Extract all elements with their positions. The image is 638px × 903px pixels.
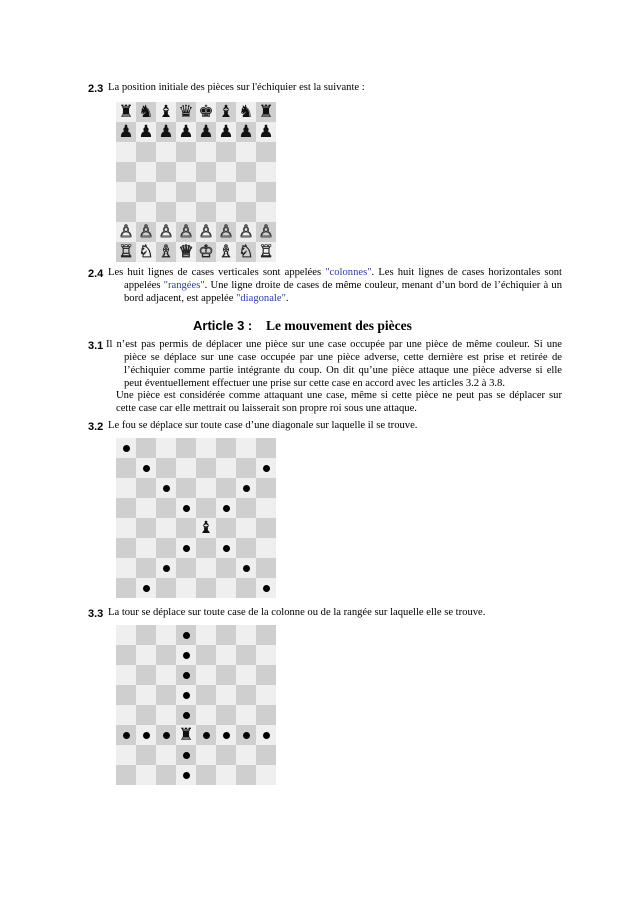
board-square bbox=[196, 122, 216, 142]
board-square bbox=[176, 438, 196, 458]
board-square bbox=[236, 498, 256, 518]
board-square bbox=[116, 625, 136, 645]
move-target-dot bbox=[143, 732, 150, 739]
board-square bbox=[176, 625, 196, 645]
board-square bbox=[196, 665, 216, 685]
chess-piece-icon: ♟ bbox=[138, 122, 154, 142]
text: appelées bbox=[124, 280, 164, 291]
board-square bbox=[156, 558, 176, 578]
board-square bbox=[216, 518, 236, 538]
chess-piece-icon: ♛ bbox=[178, 102, 194, 122]
board-square bbox=[176, 518, 196, 538]
board-square bbox=[216, 705, 236, 725]
board-square bbox=[216, 765, 236, 785]
board-square bbox=[236, 765, 256, 785]
text: bord adjacent, est appelée bbox=[124, 293, 237, 304]
board-square bbox=[216, 478, 236, 498]
board-square bbox=[216, 142, 236, 162]
chess-piece-icon: ♞ bbox=[238, 102, 254, 122]
board-square bbox=[196, 242, 216, 262]
board-square bbox=[196, 438, 216, 458]
board-square bbox=[236, 665, 256, 685]
chess-piece-icon: ♙ bbox=[118, 222, 134, 242]
board-square bbox=[216, 242, 236, 262]
section-number-3-3: 3.3 bbox=[88, 608, 104, 620]
board-square bbox=[236, 578, 256, 598]
board-square bbox=[256, 458, 276, 478]
board-square bbox=[116, 438, 136, 458]
board-square bbox=[236, 242, 256, 262]
board-square bbox=[256, 438, 276, 458]
board-square bbox=[116, 725, 136, 745]
board-square bbox=[256, 142, 276, 162]
chess-piece-icon: ♕ bbox=[178, 242, 194, 262]
board-square bbox=[136, 645, 156, 665]
board-square bbox=[116, 745, 136, 765]
text: . Les huit lignes de cases horizontales sont bbox=[371, 267, 562, 278]
move-target-dot bbox=[163, 732, 170, 739]
board-square bbox=[116, 202, 136, 222]
board-square bbox=[196, 458, 216, 478]
board-square bbox=[256, 242, 276, 262]
board-square bbox=[256, 122, 276, 142]
board-square bbox=[236, 182, 256, 202]
move-target-dot bbox=[143, 465, 150, 472]
board-square bbox=[236, 122, 256, 142]
chess-piece-icon: ♟ bbox=[238, 122, 254, 142]
board-square bbox=[196, 538, 216, 558]
board-square bbox=[256, 665, 276, 685]
board-square bbox=[196, 745, 216, 765]
board-square bbox=[256, 162, 276, 182]
move-target-dot bbox=[243, 485, 250, 492]
chess-piece-icon: ♙ bbox=[238, 222, 254, 242]
board-square bbox=[156, 458, 176, 478]
chess-piece-icon: ♟ bbox=[118, 122, 134, 142]
move-target-dot bbox=[123, 445, 130, 452]
board-square bbox=[256, 765, 276, 785]
move-target-dot bbox=[183, 545, 190, 552]
board-square bbox=[236, 478, 256, 498]
move-target-dot bbox=[183, 752, 190, 759]
board-square bbox=[256, 518, 276, 538]
board-square bbox=[236, 745, 256, 765]
chess-piece-icon: ♟ bbox=[178, 122, 194, 142]
board-square bbox=[156, 142, 176, 162]
board-square bbox=[176, 498, 196, 518]
move-target-dot bbox=[183, 772, 190, 779]
board-square bbox=[136, 538, 156, 558]
board-square bbox=[176, 578, 196, 598]
chess-piece-icon: ♖ bbox=[118, 242, 134, 262]
section-text-3-1-line5: Une pièce est considérée comme attaquant une case, même si cette pièce ne peut pas se déplacer sur bbox=[116, 390, 562, 401]
board-square bbox=[216, 102, 236, 122]
chess-piece-icon: ♞ bbox=[138, 102, 154, 122]
board-square bbox=[156, 438, 176, 458]
board-square bbox=[196, 478, 216, 498]
board-square bbox=[236, 685, 256, 705]
chess-piece-icon: ♜ bbox=[118, 102, 134, 122]
board-square bbox=[216, 725, 236, 745]
board-square bbox=[136, 498, 156, 518]
board-square bbox=[156, 122, 176, 142]
chess-piece-icon: ♗ bbox=[218, 242, 234, 262]
board-square bbox=[116, 578, 136, 598]
board-square bbox=[196, 645, 216, 665]
chess-piece-icon: ♟ bbox=[198, 122, 214, 142]
board-square bbox=[116, 645, 136, 665]
board-square bbox=[136, 578, 156, 598]
board-square bbox=[216, 538, 236, 558]
chess-piece-icon: ♝ bbox=[218, 102, 234, 122]
board-square bbox=[236, 102, 256, 122]
board-square bbox=[176, 478, 196, 498]
board-square bbox=[116, 162, 136, 182]
board-square bbox=[196, 162, 216, 182]
chess-piece-icon: ♙ bbox=[198, 222, 214, 242]
board-square bbox=[116, 458, 136, 478]
board-square bbox=[116, 665, 136, 685]
board-square bbox=[256, 102, 276, 122]
board-square bbox=[176, 745, 196, 765]
board-square bbox=[216, 438, 236, 458]
board-square bbox=[236, 162, 256, 182]
chess-piece-icon: ♙ bbox=[258, 222, 274, 242]
board-square bbox=[136, 222, 156, 242]
board-square bbox=[136, 202, 156, 222]
move-target-dot bbox=[243, 565, 250, 572]
board-square bbox=[196, 222, 216, 242]
move-target-dot bbox=[183, 672, 190, 679]
board-square bbox=[156, 578, 176, 598]
board-square bbox=[176, 645, 196, 665]
board-square bbox=[116, 538, 136, 558]
board-square bbox=[176, 558, 196, 578]
section-text-2-4-line3 bbox=[124, 293, 289, 306]
chess-piece-icon: ♜ bbox=[258, 102, 274, 122]
board-square bbox=[176, 162, 196, 182]
board-square bbox=[136, 478, 156, 498]
board-square bbox=[136, 765, 156, 785]
board-square bbox=[216, 645, 236, 665]
board-square bbox=[156, 498, 176, 518]
board-square bbox=[196, 558, 216, 578]
chess-piece-icon: ♘ bbox=[138, 242, 154, 262]
board-square bbox=[176, 725, 196, 745]
move-target-dot bbox=[163, 565, 170, 572]
article-label: Article 3 : bbox=[193, 318, 253, 333]
board-square bbox=[196, 685, 216, 705]
move-target-dot bbox=[223, 505, 230, 512]
board-square bbox=[116, 142, 136, 162]
board-square bbox=[116, 182, 136, 202]
board-square bbox=[236, 518, 256, 538]
section-number-2-4: 2.4 bbox=[88, 268, 104, 280]
move-target-dot bbox=[123, 732, 130, 739]
board-square bbox=[196, 102, 216, 122]
board-square bbox=[216, 162, 236, 182]
chess-piece-icon: ♙ bbox=[158, 222, 174, 242]
move-target-dot bbox=[243, 732, 250, 739]
board-square bbox=[256, 745, 276, 765]
board-square bbox=[196, 725, 216, 745]
board-square bbox=[236, 458, 256, 478]
section-text-3-2: Le fou se déplace sur toute case d’une diagonale sur laquelle il se trouve. bbox=[108, 420, 418, 431]
board-square bbox=[156, 745, 176, 765]
section-number-2-3: 2.3 bbox=[88, 83, 104, 95]
board-square bbox=[136, 242, 156, 262]
board-square bbox=[136, 558, 156, 578]
board-square bbox=[196, 182, 216, 202]
section-text-3-1-line1: Il n’est pas permis de déplacer une pièce sur une case occupée par une pièce de même couleur. Si une bbox=[106, 339, 562, 350]
chess-piece-icon: ♝ bbox=[198, 518, 214, 538]
board-square bbox=[116, 498, 136, 518]
section-text-2-4-line1 bbox=[108, 267, 562, 280]
rook-move-board bbox=[116, 625, 276, 785]
board-square bbox=[256, 578, 276, 598]
board-square bbox=[236, 558, 256, 578]
move-target-dot bbox=[263, 465, 270, 472]
chess-piece-icon: ♜ bbox=[178, 725, 194, 745]
move-target-dot bbox=[223, 545, 230, 552]
board-square bbox=[216, 182, 236, 202]
board-square bbox=[116, 558, 136, 578]
term-colonnes: "colonnes" bbox=[325, 267, 372, 278]
chess-piece-icon: ♙ bbox=[138, 222, 154, 242]
chess-piece-icon: ♘ bbox=[238, 242, 254, 262]
board-square bbox=[176, 202, 196, 222]
board-square bbox=[256, 478, 276, 498]
board-square bbox=[136, 705, 156, 725]
move-target-dot bbox=[223, 732, 230, 739]
board-square bbox=[176, 765, 196, 785]
board-square bbox=[156, 765, 176, 785]
text: . bbox=[285, 293, 289, 304]
section-text-3-1-line2: pièce se déplace sur une case occupée par une pièce adverse, cette dernière est prise et retirée de bbox=[124, 352, 562, 363]
board-square bbox=[236, 202, 256, 222]
section-number-3-1: 3.1 bbox=[88, 340, 104, 352]
chess-piece-icon: ♟ bbox=[258, 122, 274, 142]
board-square bbox=[256, 558, 276, 578]
board-square bbox=[156, 102, 176, 122]
board-square bbox=[116, 242, 136, 262]
board-square bbox=[216, 122, 236, 142]
board-square bbox=[236, 438, 256, 458]
bishop-move-board bbox=[116, 438, 276, 598]
board-square bbox=[156, 182, 176, 202]
board-square bbox=[156, 725, 176, 745]
board-square bbox=[236, 222, 256, 242]
board-square bbox=[116, 518, 136, 538]
board-square bbox=[216, 665, 236, 685]
board-square bbox=[216, 458, 236, 478]
board-square bbox=[156, 685, 176, 705]
board-square bbox=[176, 705, 196, 725]
board-square bbox=[176, 222, 196, 242]
chess-piece-icon: ♟ bbox=[218, 122, 234, 142]
board-square bbox=[256, 538, 276, 558]
board-square bbox=[116, 122, 136, 142]
board-square bbox=[116, 222, 136, 242]
article-title: Le mouvement des pièces bbox=[266, 318, 412, 333]
move-target-dot bbox=[263, 585, 270, 592]
move-target-dot bbox=[183, 632, 190, 639]
board-square bbox=[236, 725, 256, 745]
board-square bbox=[196, 202, 216, 222]
board-square bbox=[196, 142, 216, 162]
board-square bbox=[176, 685, 196, 705]
chess-piece-icon: ♙ bbox=[178, 222, 194, 242]
board-square bbox=[116, 705, 136, 725]
board-square bbox=[216, 625, 236, 645]
board-square bbox=[236, 625, 256, 645]
board-square bbox=[156, 478, 176, 498]
board-square bbox=[216, 745, 236, 765]
board-square bbox=[116, 685, 136, 705]
board-square bbox=[196, 705, 216, 725]
board-square bbox=[136, 182, 156, 202]
chess-piece-icon: ♟ bbox=[158, 122, 174, 142]
board-square bbox=[256, 625, 276, 645]
board-square bbox=[216, 498, 236, 518]
chess-piece-icon: ♖ bbox=[258, 242, 274, 262]
term-rangees: "rangées" bbox=[163, 280, 205, 291]
board-square bbox=[136, 438, 156, 458]
board-square bbox=[216, 558, 236, 578]
board-square bbox=[256, 202, 276, 222]
move-target-dot bbox=[163, 485, 170, 492]
board-square bbox=[136, 685, 156, 705]
board-square bbox=[196, 498, 216, 518]
board-square bbox=[156, 625, 176, 645]
board-square bbox=[196, 578, 216, 598]
board-square bbox=[216, 685, 236, 705]
board-square bbox=[176, 458, 196, 478]
section-text-2-3: La position initiale des pièces sur l'échiquier est la suivante : bbox=[108, 82, 365, 93]
board-square bbox=[196, 518, 216, 538]
board-square bbox=[216, 578, 236, 598]
board-square bbox=[176, 665, 196, 685]
board-square bbox=[216, 222, 236, 242]
board-square bbox=[156, 705, 176, 725]
board-square bbox=[156, 242, 176, 262]
board-square bbox=[236, 538, 256, 558]
board-square bbox=[136, 725, 156, 745]
board-square bbox=[256, 725, 276, 745]
board-square bbox=[156, 645, 176, 665]
chess-piece-icon: ♙ bbox=[218, 222, 234, 242]
board-square bbox=[256, 685, 276, 705]
move-target-dot bbox=[203, 732, 210, 739]
board-square bbox=[156, 518, 176, 538]
chess-piece-icon: ♚ bbox=[198, 102, 214, 122]
board-square bbox=[136, 458, 156, 478]
board-square bbox=[136, 122, 156, 142]
board-square bbox=[136, 142, 156, 162]
section-text-2-4-line2 bbox=[124, 280, 562, 293]
term-diagonale: "diagonale" bbox=[236, 293, 286, 304]
move-target-dot bbox=[183, 652, 190, 659]
board-square bbox=[236, 705, 256, 725]
board-square bbox=[156, 162, 176, 182]
board-square bbox=[216, 202, 236, 222]
board-square bbox=[156, 538, 176, 558]
section-text-3-1-line3: l’échiquier comme partie intégrante du coup. On dit qu’une pièce attaque une pièce adverse si elle bbox=[124, 365, 562, 376]
board-square bbox=[116, 478, 136, 498]
initial-position-board bbox=[116, 102, 276, 262]
board-square bbox=[176, 142, 196, 162]
board-square bbox=[256, 182, 276, 202]
board-square bbox=[176, 182, 196, 202]
chess-piece-icon: ♗ bbox=[158, 242, 174, 262]
board-square bbox=[136, 665, 156, 685]
board-square bbox=[156, 222, 176, 242]
board-square bbox=[176, 122, 196, 142]
board-square bbox=[136, 162, 156, 182]
section-number-3-2: 3.2 bbox=[88, 421, 104, 433]
board-square bbox=[136, 625, 156, 645]
board-square bbox=[176, 538, 196, 558]
board-square bbox=[136, 518, 156, 538]
section-text-3-1-line6: cette case car elle mettrait ou laisserait son propre roi sous une attaque. bbox=[116, 403, 417, 414]
board-square bbox=[196, 765, 216, 785]
board-square bbox=[156, 665, 176, 685]
section-text-3-3: La tour se déplace sur toute case de la colonne ou de la rangée sur laquelle elle se trouve. bbox=[108, 607, 486, 618]
board-square bbox=[136, 745, 156, 765]
move-target-dot bbox=[183, 692, 190, 699]
move-target-dot bbox=[263, 732, 270, 739]
board-square bbox=[196, 625, 216, 645]
board-square bbox=[156, 202, 176, 222]
board-square bbox=[236, 142, 256, 162]
board-square bbox=[236, 645, 256, 665]
chess-piece-icon: ♔ bbox=[198, 242, 214, 262]
board-square bbox=[176, 102, 196, 122]
board-square bbox=[256, 705, 276, 725]
board-square bbox=[136, 102, 156, 122]
board-square bbox=[116, 102, 136, 122]
section-text-3-1-line4: peut éventuellement effectuer une prise sur cette case en accord avec les articles 3.2 à 3.8. bbox=[124, 378, 505, 389]
move-target-dot bbox=[143, 585, 150, 592]
board-square bbox=[256, 645, 276, 665]
board-square bbox=[176, 242, 196, 262]
move-target-dot bbox=[183, 505, 190, 512]
board-square bbox=[256, 498, 276, 518]
board-square bbox=[116, 765, 136, 785]
board-square bbox=[256, 222, 276, 242]
text: Les huit lignes de cases verticales sont appelées bbox=[108, 267, 326, 278]
move-target-dot bbox=[183, 712, 190, 719]
chess-piece-icon: ♝ bbox=[158, 102, 174, 122]
text: . Une ligne droite de cases de même couleur, menant d’un bord de l’échiquier à un bbox=[204, 280, 562, 291]
